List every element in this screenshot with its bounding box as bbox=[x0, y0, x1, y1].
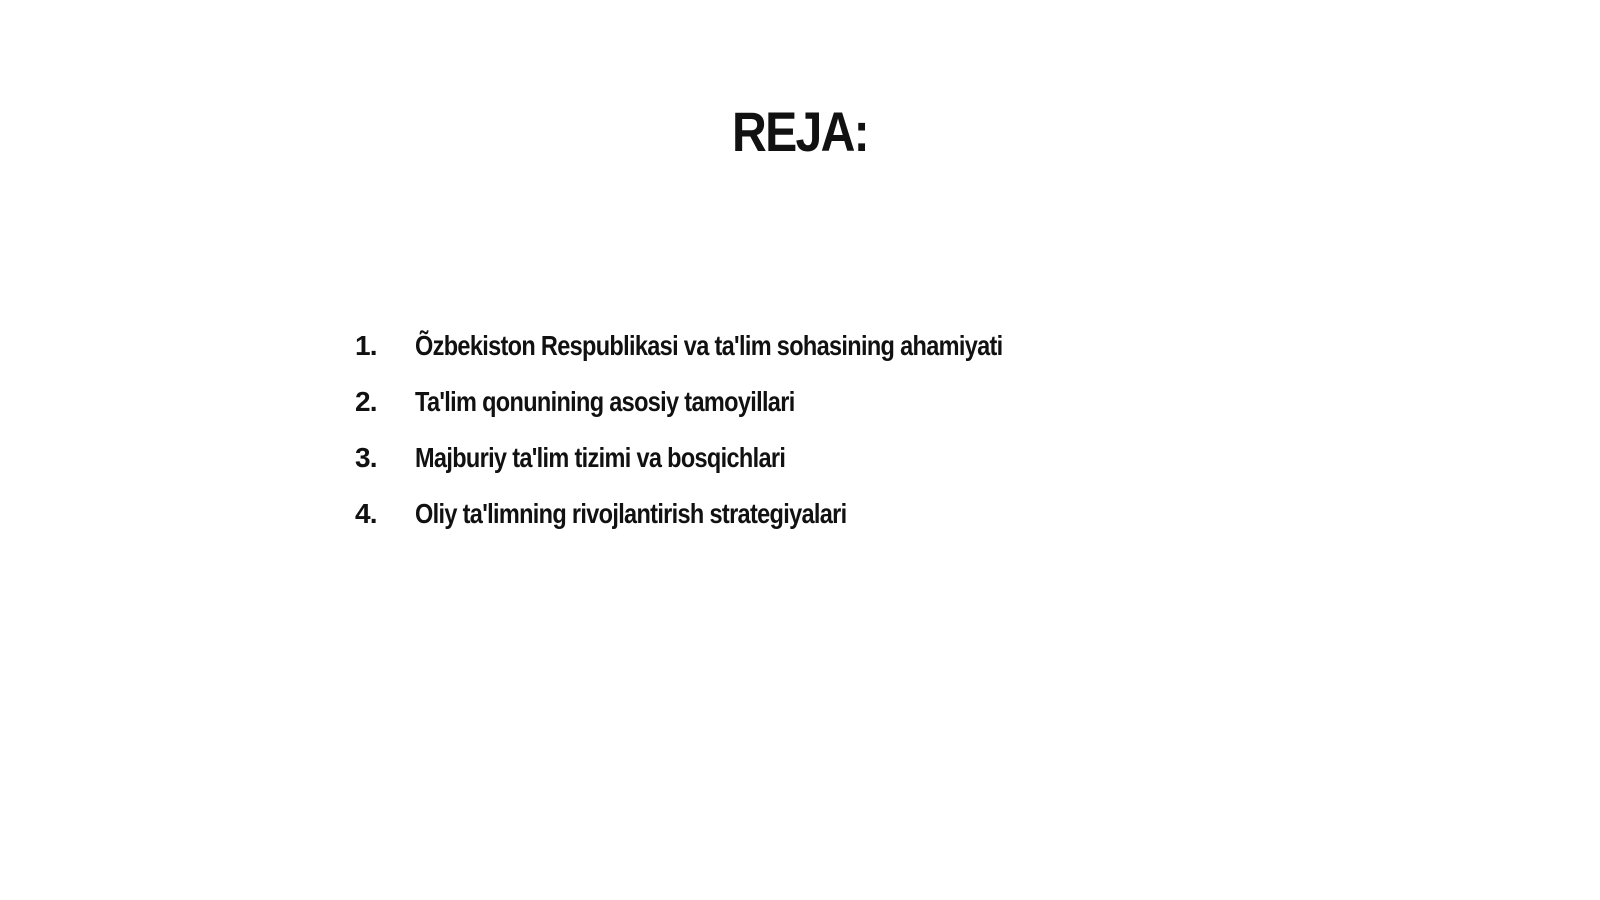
plan-item-number: 4. bbox=[355, 498, 377, 529]
plan-item-4 bbox=[355, 496, 1255, 552]
plan-list bbox=[355, 328, 1255, 552]
plan-item-number: 3. bbox=[355, 442, 377, 473]
plan-item-text: Ta'lim qonunining asosiy tamoyillari bbox=[415, 386, 795, 417]
slide-title: REJA: bbox=[732, 100, 868, 163]
plan-item-text: Oliy ta'limning rivojlantirish strategiyalari bbox=[415, 498, 847, 529]
plan-item-2 bbox=[355, 384, 1255, 440]
plan-item-text: Majburiy ta'lim tizimi va bosqichlari bbox=[415, 442, 786, 473]
plan-item-text: Õzbekiston Respublikasi va ta'lim sohasining ahamiyati bbox=[415, 330, 1003, 361]
plan-item-number: 1. bbox=[355, 330, 377, 361]
plan-item-number: 2. bbox=[355, 386, 377, 417]
plan-item-3 bbox=[355, 440, 1255, 496]
plan-item-1 bbox=[355, 328, 1255, 384]
